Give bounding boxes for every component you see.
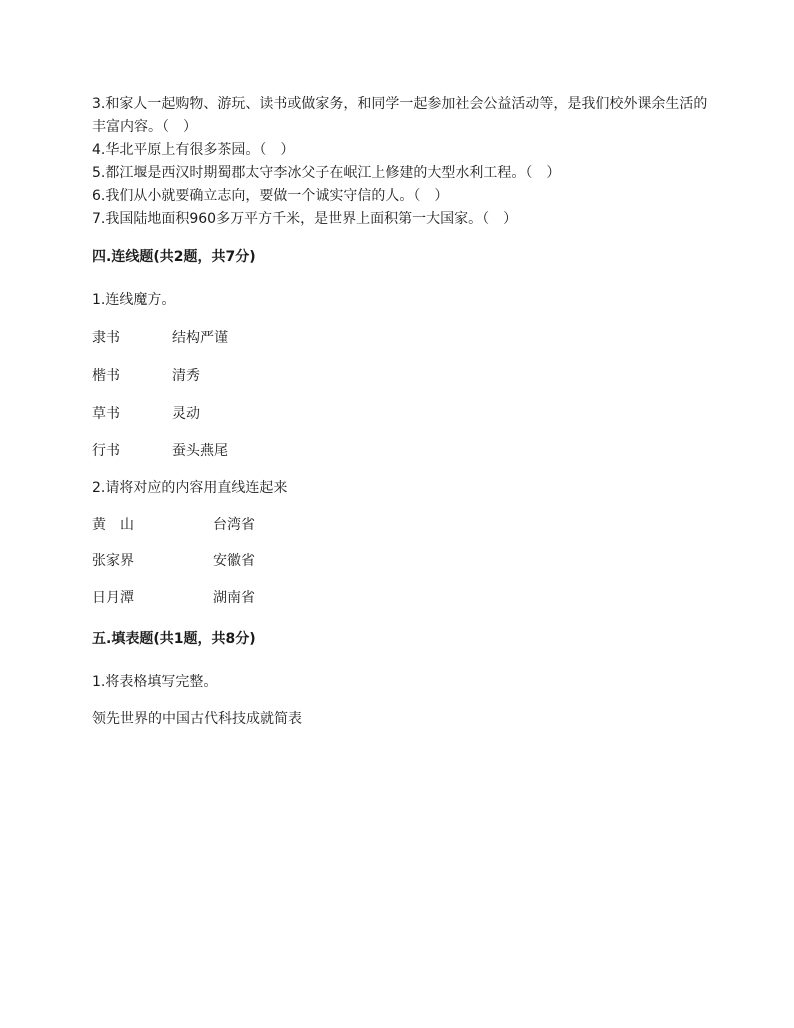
matching-q2-left-2: 张家界 — [92, 553, 134, 569]
matching-q2-right-2: 安徽省 — [213, 553, 255, 569]
matching-q1-left-4: 行书 — [92, 443, 120, 459]
section-4-title: 四.连线题(共2题，共7分) — [92, 249, 256, 265]
section-5-title: 五.填表题(共1题，共8分) — [92, 631, 256, 647]
true-false-list — [92, 93, 712, 231]
matching-q2-left-1: 黄 山 — [92, 517, 134, 533]
judgment-item-6: 6.我们从小就要确立志向，要做一个诚实守信的人。（ ） — [92, 188, 449, 204]
matching-q1-left-2: 楷书 — [92, 368, 120, 384]
judgment-item-5: 5.都江堰是西汉时期蜀郡太守李冰父子在岷江上修建的大型水利工程。（ ） — [92, 165, 561, 181]
matching-q2-right-1: 台湾省 — [213, 517, 255, 533]
table-q1-stem: 1.将表格填写完整。 — [92, 674, 218, 690]
matching-q1-left-3: 草书 — [92, 406, 120, 422]
matching-q1-stem: 1.连线魔方。 — [92, 292, 176, 308]
matching-q1-left-1: 隶书 — [92, 330, 120, 346]
table-caption: 领先世界的中国古代科技成就简表 — [92, 711, 302, 727]
judgment-item-7: 7.我国陆地面积960多万平方千米，是世界上面积第一大国家。（ ） — [92, 211, 518, 227]
matching-q1-right-4: 蚕头燕尾 — [172, 443, 228, 459]
matching-q1-right-1: 结构严谨 — [172, 330, 228, 346]
judgment-item-4: 4.华北平原上有很多茶园。（ ） — [92, 142, 295, 158]
matching-q2-stem: 2.请将对应的内容用直线连起来 — [92, 480, 288, 496]
matching-q1-right-2: 清秀 — [172, 368, 200, 384]
matching-q1-right-3: 灵动 — [172, 406, 200, 422]
judgment-item-3: 3.和家人一起购物、游玩、读书或做家务，和同学一起参加社会公益活动等，是我们校外课余生活的丰富内容。（ ） — [92, 96, 708, 135]
matching-q2-right-3: 湖南省 — [213, 590, 255, 606]
matching-q2-left-3: 日月潭 — [92, 590, 134, 606]
